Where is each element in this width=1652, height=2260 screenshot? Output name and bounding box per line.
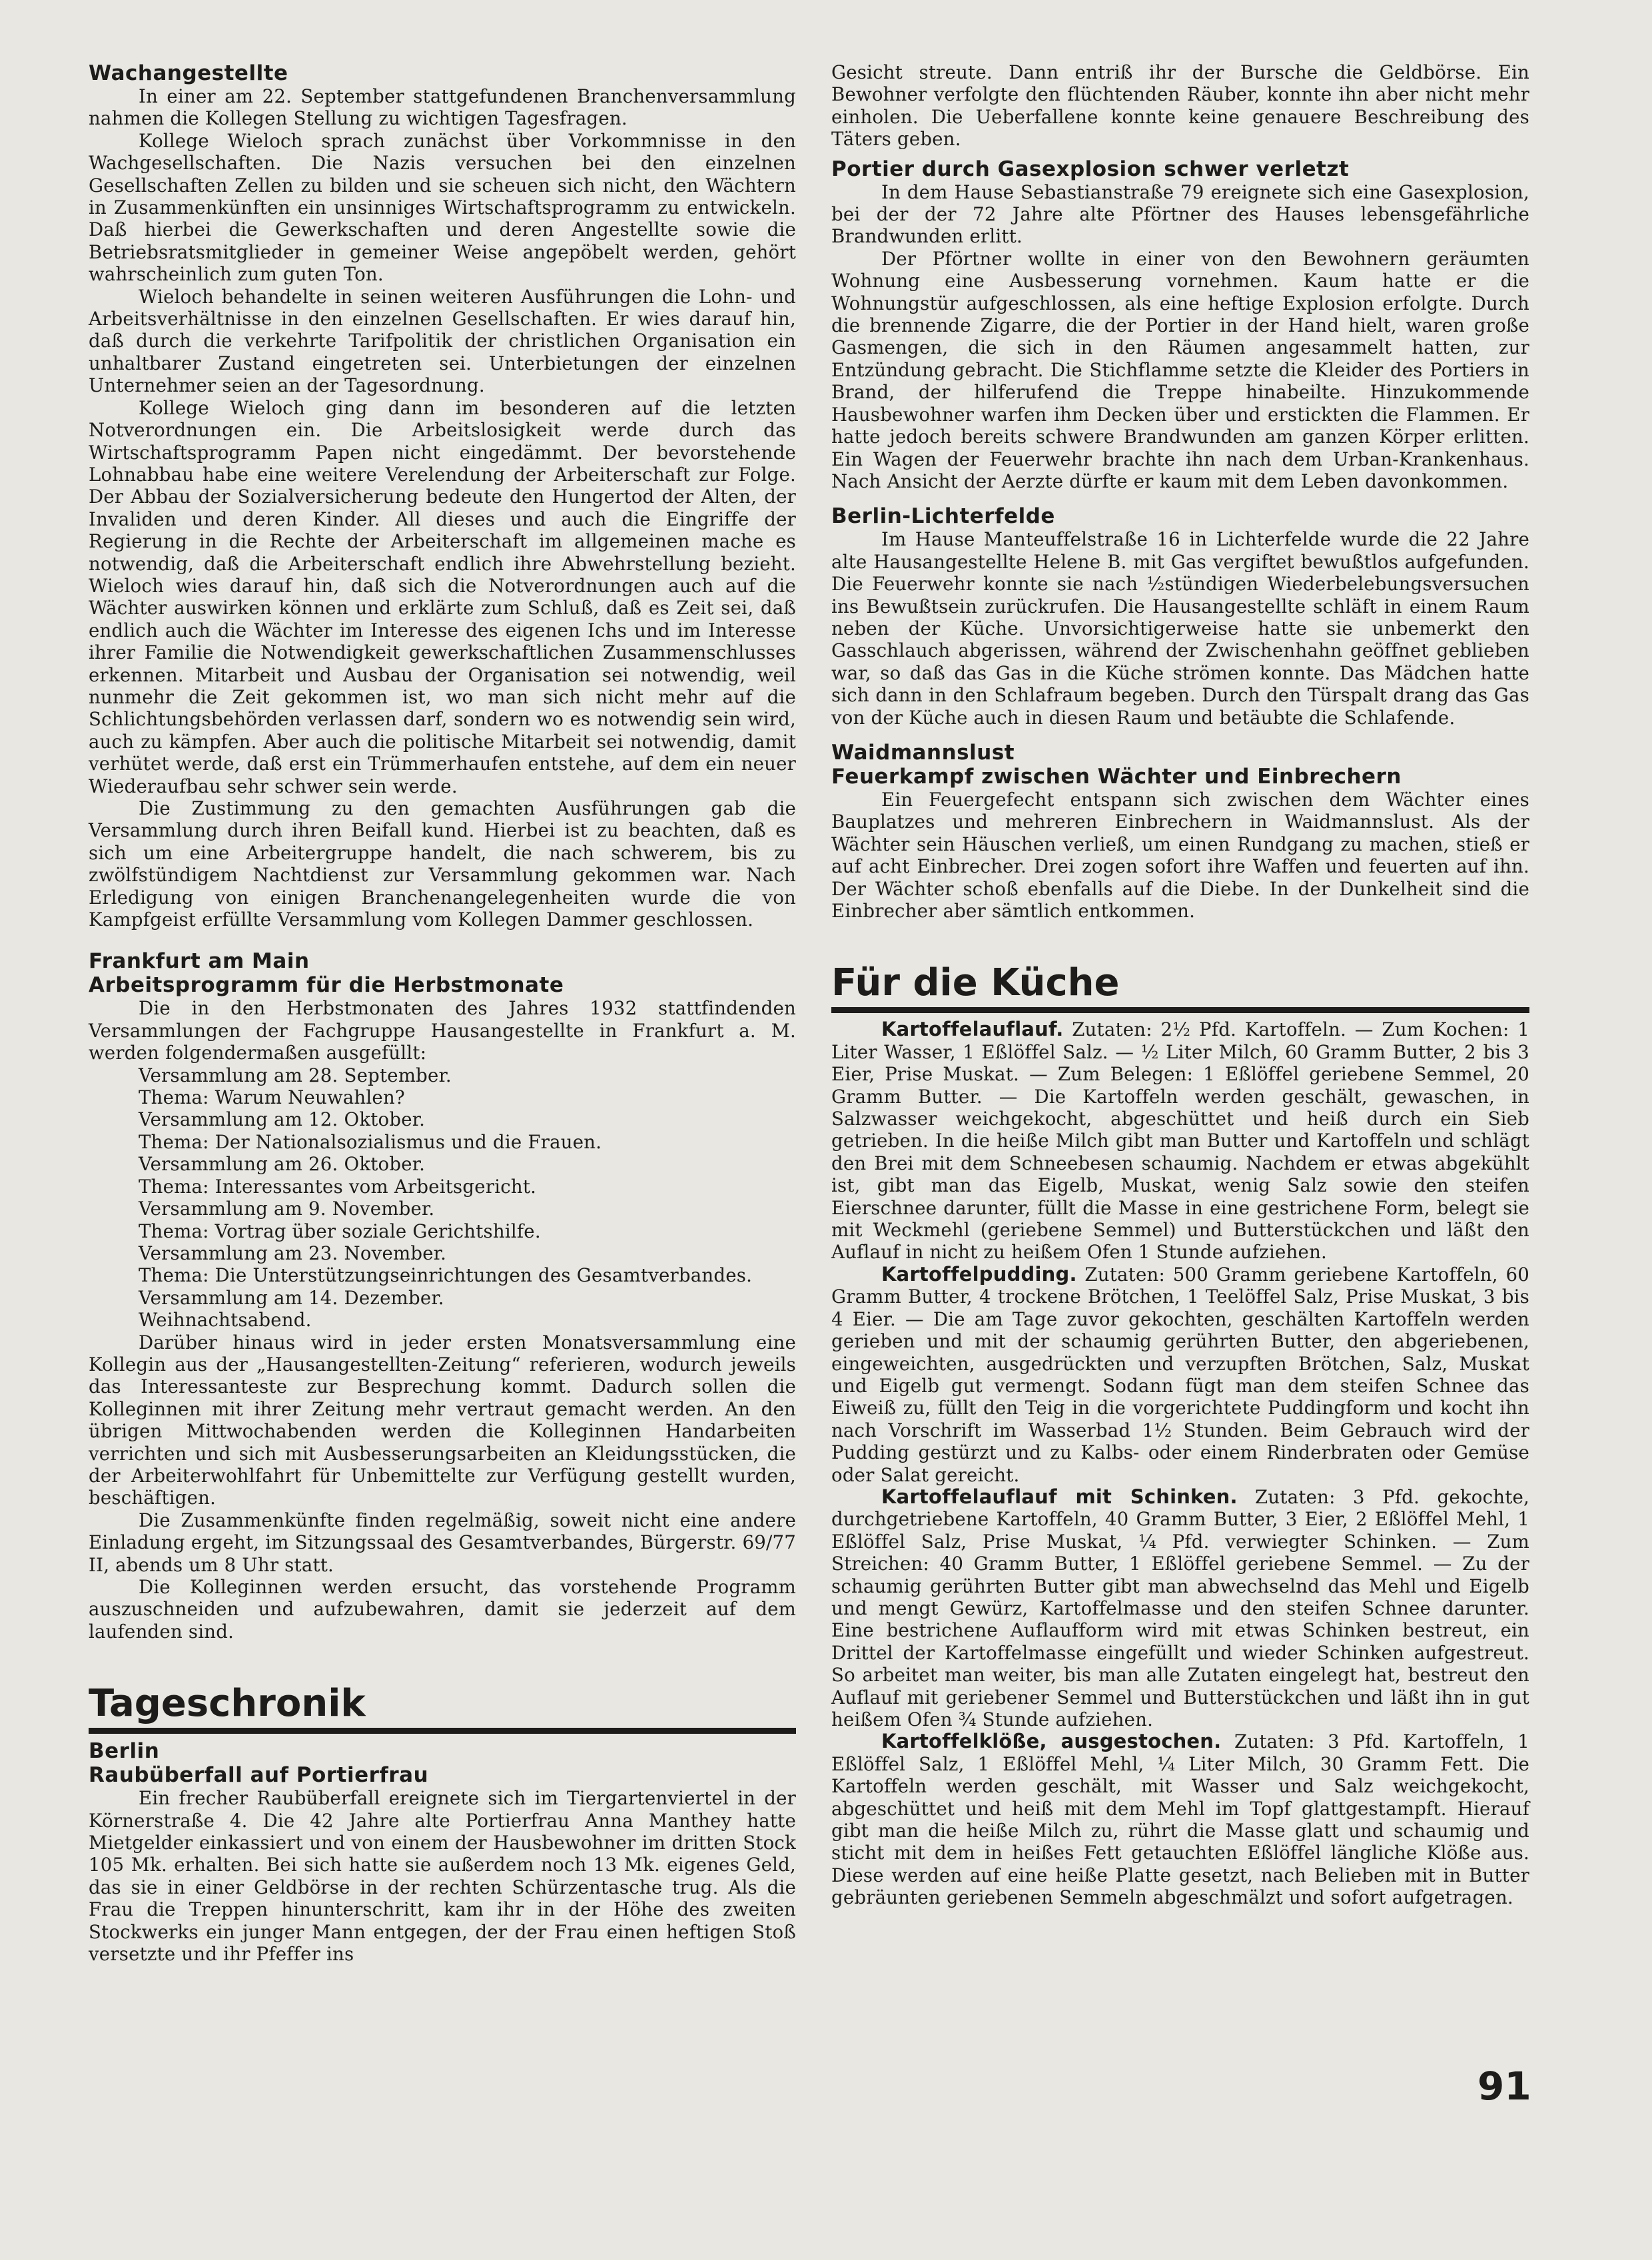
schedule-topic: Thema: Warum Neuwahlen? — [139, 1086, 405, 1109]
schedule-date: Versammlung am 12. Oktober. — [139, 1108, 426, 1131]
paragraph-continued: Gesicht streute. Dann entriß ihr der Bursche die Geldbörse. Ein Bewohner verfolgte den flüchtenden Räuber, konnte ihn aber nicht mehr einholen. Die Ueberfallene konnte keine genauere Beschreibung des Täters geben. — [831, 61, 1529, 151]
recipe-text: Zutaten: 3 Pfd. gekochte, durchgetriebene Kartoffeln, 40 Gramm Butter, 3 Eier, 2 Eßlöffel Mehl, 1 Eßlöffel Salz, Prise Muskat, ¼ Pfd. verwiegter Schinken. — Zum Streichen: 40 Gramm Butter, 1 Eßlöffel geriebene Semmel. — Zu der schaumig gerührten Butter gibt man abwechselnd das Mehl und Eigelb und mengt Gewürz, Kartoffelmasse und den steifen Schnee darunter. Eine bestrichene Auflaufform wird mit etwas Schinken bestreut, ein Drittel der Kartoffelmasse eingefüllt und wieder Schinken aufgestreut. So arbeitet man weiter, bis man alle Zutaten eingelegt hat, bestreut den Auflauf mit geriebener Semmel und Butterstückchen und läßt ihn in gut heißem Ofen ¾ Stunde aufziehen. — [831, 1485, 1529, 1730]
schedule-topic: Thema: Die Unterstützungseinrichtungen des Gesamtverbandes. — [139, 1264, 753, 1287]
paragraph: Darüber hinaus wird in jeder ersten Monatsversammlung eine Kollegin aus der „Hausangestellten-Zeitung“ referieren, wodurch jeweils das Interessanteste zur Besprechung kommt. Dadurch sollen die Kolleginnen mit ihrer Zeitung mehr vertraut gemacht werden. An den übrigen Mittwochabenden werden die Kolleginnen Handarbeiten verrichten und sich mit Ausbesserungsarbeiten an Kleidungsstücken, die der Arbeiterwohlfahrt für Unbemittelte zur Verfügung gestellt wurden, beschäftigen. — [89, 1331, 796, 1509]
paragraph: Im Hause Manteuffelstraße 16 in Lichterfelde wurde die 22 Jahre alte Hausangestellte Helene B. mit Gas vergiftet bewußtlos aufgefunden. Die Feuerwehr konnte sie nach ½stündigen Wiederbelebungsversuchen ins Bewußtsein zurückrufen. Die Hausangestellte schläft in einem Raum neben der Küche. Unvorsichtigerweise hatte sie unbemerkt den Gasschlauch abgerissen, während der Zwischenhahn geöffnet geblieben war, so daß das Gas in die Küche strömen konnte. Das Mädchen hatte sich dann in den Schlafraum begeben. Durch den Türspalt drang das Gas von der Küche auch in diesen Raum und betäubte die Schlafende. — [831, 528, 1529, 729]
paragraph: In dem Hause Sebastianstraße 79 ereignete sich eine Gasexplosion, bei der der 72 Jahre alte Pförtner des Hauses lebensgefährliche Brandwunden erlitt. — [831, 181, 1529, 248]
recipe-title: Kartoffelpudding. — [881, 1262, 1077, 1286]
page-number: 91 — [1477, 2064, 1531, 2109]
right-column — [831, 61, 1529, 1909]
paragraph: Der Pförtner wollte in einer von den Bewohnern geräumten Wohnung eine Ausbesserung vornehmen. Kaum hatte er die Wohnungstür aufgeschlossen, als eine heftige Explosion erfolgte. Durch die brennende Zigarre, die der Portier in der Hand hielt, waren große Gasmengen, die sich in den Räumen angesammelt hatten, zur Entzündung gebracht. Die Stichflamme setzte die Kleider des Portiers in Brand, der hilferufend die Treppe hinabeilte. Hinzukommende Hausbewohner warfen ihm Decken über und erstickten die Flammen. Er hatte jedoch bereits schwere Brandwunden am ganzen Körper erlitten. Ein Wagen der Feuerwehr brachte ihn nach dem Urban-Krankenhaus. Nach Ansicht der Aerzte dürfte er kaum mit dem Leben davonkommen. — [831, 247, 1529, 492]
section-heading-frankfurt: Frankfurt am Main — [89, 949, 310, 974]
schedule-date: Versammlung am 26. Oktober. — [139, 1153, 426, 1176]
section-heading-berlin: Berlin — [89, 1739, 160, 1764]
paragraph: Die Zustimmung zu den gemachten Ausführungen gab die Versammlung durch ihren Beifall kund. Hierbei ist zu beachten, daß es sich um eine Arbeitergruppe handelt, die nach schwerem, bis zu zwölfstündigem Nachtdienst zur Versammlung gekommen war. Nach Erledigung von einigen Branchenangelegenheiten wurde die von Kampfgeist erfüllte Versammlung vom Kollegen Dammer geschlossen. — [89, 797, 796, 931]
recipe-paragraph — [831, 1018, 1529, 1263]
section-subheading-feuerkampf: Feuerkampf zwischen Wächter und Einbrechern — [831, 764, 1402, 789]
recipe-text: Zutaten: 500 Gramm geriebene Kartoffeln, 60 Gramm Butter, 4 trockene Brötchen, 1 Teelöffel Salz, Prise Muskat, 3 bis 4 Eier. — Die am Tage zuvor gekochten, geschälten Kartoffeln werden gerieben und mit der schaumig gerührten Butter, den abgeriebenen, eingeweichten, ausgedrückten und verzupften Brötchen, Salz, Muskat und Eigelb gut vermengt. Sodann fügt man dem steifen Schnee das Eiweiß zu, füllt den Teig in die vorgerichtete Puddingform und kocht ihn nach Vorschrift im Wasserbad 1½ Stunden. Beim Gebrauch wird der Pudding gestürzt und zu Kalbs- oder einem Rinderbraten oder Gemüse oder Salat gereicht. — [831, 1263, 1529, 1486]
schedule-date: Versammlung am 9. November. — [139, 1198, 435, 1220]
section-title-kueche: Für die Küche — [831, 961, 1120, 1005]
left-column — [89, 61, 796, 1965]
paragraph: Kollege Wieloch sprach zunächst über Vorkommnisse in den Wachgesellschaften. Die Nazis versuchen bei den einzelnen Gesellschaften Zellen zu bilden und sie scheuen sich nicht, den Wächtern in Zusammenkünften ein unsinniges Wirtschaftsprogramm zu entwickeln. Daß hierbei die Gewerkschaften und deren Angestellte sowie die Betriebsratsmitglieder in gemeiner Weise angepöbelt werden, gehört wahrscheinlich zum guten Ton. — [89, 129, 796, 286]
section-heading-waidmannslust: Waidmannslust — [831, 740, 1015, 765]
paragraph: In einer am 22. September stattgefundenen Branchenversammlung nahmen die Kollegen Stellung zu wichtigen Tagesfragen. — [89, 85, 796, 130]
paragraph: Die Zusammenkünfte finden regelmäßig, soweit nicht eine andere Einladung ergeht, im Sitzungssaal des Gesamtverbandes, Bürgerstr. 69/77 II, abends um 8 Uhr statt. — [89, 1509, 796, 1576]
schedule-topic: Weihnachtsabend. — [139, 1309, 312, 1331]
paragraph: Die in den Herbstmonaten des Jahres 1932 stattfindenden Versammlungen der Fachgruppe Hausangestellte in Frankfurt a. M. werden folgendermaßen ausgefüllt: — [89, 997, 796, 1064]
paragraph: Ein Feuergefecht entspann sich zwischen dem Wächter eines Bauplatzes und mehreren Einbrechern in Waidmannslust. Als der Wächter sein Häuschen verließ, um einen Rundgang zu machen, stieß er auf acht Einbrecher. Drei zogen sofort ihre Waffen und feuerten auf ihn. Der Wächter schoß ebenfalls auf die Diebe. In der Dunkelheit sind die Einbrecher aber sämtlich entkommen. — [831, 788, 1529, 922]
schedule-topic: Thema: Interessantes vom Arbeitsgericht. — [139, 1175, 537, 1198]
section-heading-lichterfelde: Berlin-Lichterfelde — [831, 504, 1055, 529]
section-heading-wachangestellte: Wachangestellte — [89, 61, 288, 85]
recipe-paragraph — [831, 1264, 1529, 1486]
schedule-topic: Thema: Vortrag über soziale Gerichtshilfe. — [139, 1220, 541, 1242]
paragraph: Kollege Wieloch ging dann im besonderen auf die letzten Notverordnungen ein. Die Arbeitslosigkeit werde durch das Wirtschaftsprogramm Papen nicht eingedämmt. Der bevorstehende Lohnabbau habe eine weitere Verelendung der Arbeiterschaft zur Folge. Der Abbau der Sozialversicherung bedeute den Hungertod der Alten, der Invaliden und deren Kinder. All dieses und auch die Eingriffe der Regierung in die Rechte der Arbeiterschaft im allgemeinen mache es notwendig, daß die Arbeiterschaft endlich ihre Abwehrstellung bezieht. Wieloch wies darauf hin, daß sich die Notverordnungen auch auf die Wächter auswirken können und erklärte zum Schluß, daß es Zeit sei, daß endlich auch die Wächter im Interesse des eigenen Ichs und im Interesse ihrer Familie die Notwendigkeit gewerkschaftlichen Zusammenschlusses erkennen. Mitarbeit und Ausbau der Organisation sei notwendig, weil nunmehr die Zeit gekommen ist, wo man sich nicht mehr auf die Schlichtungsbehörden verlassen darf, sondern wo es notwendig sein wird, auch zu kämpfen. Aber auch die politische Mitarbeit sei notwendig, damit verhütet werde, daß erst ein Trümmerhaufen entstehe, auf dem ein neuer Wiederaufbau sehr schwer sein werde. — [89, 396, 796, 797]
paragraph: Ein frecher Raubüberfall ereignete sich im Tiergartenviertel in der Körnerstraße 4. Die 42 Jahre alte Portierfrau Anna Manthey hatte Mietgelder einkassiert und von einem der Hausbewohner im dritten Stock 105 Mk. erhalten. Bei sich hatte sie außerdem noch 13 Mk. eigenes Geld, das sie in einer Geldbörse in der rechten Schürzentasche trug. Als die Frau die Treppen hinunterschritt, kam ihr in der Höhe des zweiten Stockwerks ein junger Mann entgegen, der der Frau einen heftigen Stoß versetzte und ihr Pfeffer ins — [89, 1787, 796, 1966]
recipe-paragraph — [831, 1730, 1529, 1908]
recipe-title: Kartoffelklöße, ausgestochen. — [881, 1730, 1222, 1753]
section-subheading-arbeitsprogramm: Arbeitsprogramm für die Herbstmonate — [89, 973, 564, 998]
schedule-date: Versammlung am 14. Dezember. — [139, 1286, 444, 1309]
schedule-date: Versammlung am 28. September. — [139, 1064, 452, 1086]
recipe-title: Kartoffelauflauf mit Schinken. — [881, 1485, 1238, 1508]
section-title-tageschronik: Tageschronik — [89, 1682, 366, 1726]
section-heading-gasexplosion: Portier durch Gasexplosion schwer verletzt — [831, 157, 1350, 181]
schedule-topic: Thema: Der Nationalsozialismus und die Frauen. — [139, 1130, 602, 1153]
recipe-text: Zutaten: 2½ Pfd. Kartoffeln. — Zum Kochen: 1 Liter Wasser, 1 Eßlöffel Salz. — ½ Liter Milch, 60 Gramm Butter, 2 bis 3 Eier, Prise Muskat. — Zum Belegen: 1 Eßlöffel geriebene Semmel, 20 Gramm Butter. — Die Kartoffeln werden geschält, gewaschen, in Salzwasser weichgekocht, abgeschüttet und heiß durch ein Sieb getrieben. In die heiße Milch gibt man Butter und Kartoffeln und schlägt den Brei mit dem Schneebesen schaumig. Nachdem er etwas abgekühlt ist, gibt man das Eigelb, Muskat, wenig Salz sowie den steifen Eierschnee darunter, füllt die Masse in eine gestrichene Form, belegt sie mit Weckmehl (geriebene Semmel) und Butterstückchen und läßt den Auflauf in nicht zu heißem Ofen 1 Stunde aufziehen. — [831, 1018, 1529, 1264]
recipe-text: Zutaten: 3 Pfd. Kartoffeln, 1 Eßlöffel Salz, 1 Eßlöffel Mehl, ¼ Liter Milch, 30 Gramm Fett. Die Kartoffeln werden geschält, mit Wasser und Salz weichgekocht, abgeschüttet und heiß mit dem Mehl im Topf glattgestampft. Hierauf gibt man die heiße Milch zu, rührt die Masse glatt und schaumig und sticht mit dem in heißes Fett getauchten Eßlöffel längliche Klöße aus. Diese werden auf eine heiße Platte gesetzt, nach Belieben mit in Butter gebräunten geriebenen Semmeln abgeschmälzt und sofort aufgetragen. — [831, 1730, 1529, 1909]
paragraph: Die Kolleginnen werden ersucht, das vorstehende Programm auszuschneiden und aufzubewahren, damit sie jederzeit auf dem laufenden sind. — [89, 1576, 796, 1643]
section-rule — [89, 1728, 796, 1734]
recipe-paragraph — [831, 1486, 1529, 1730]
schedule-date: Versammlung am 23. November. — [139, 1242, 447, 1264]
paragraph: Wieloch behandelte in seinen weiteren Ausführungen die Lohn- und Arbeitsverhältnisse in den einzelnen Gesellschaften. Er wies darauf hin, daß durch die verkehrte Tarifpolitik der christlichen Organisation ein unhaltbarer Zustand eingetreten sei. Unterbietungen der einzelnen Unternehmer seien an der Tagesordnung. — [89, 285, 796, 397]
section-rule — [831, 1007, 1529, 1013]
section-subheading-raubueberfall: Raubüberfall auf Portierfrau — [89, 1763, 429, 1788]
recipe-title: Kartoffelauflauf. — [881, 1018, 1064, 1041]
